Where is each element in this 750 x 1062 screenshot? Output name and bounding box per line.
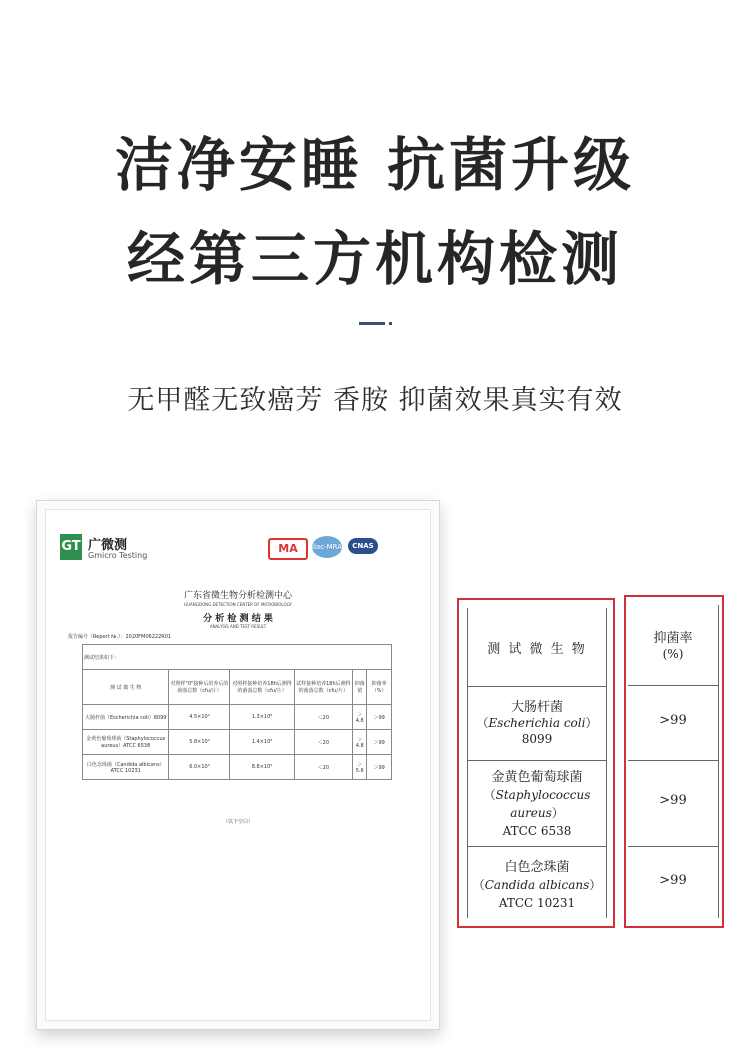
zoom-header-rate-unit: (%) — [662, 647, 684, 661]
cell-value: ＞4.8 — [353, 730, 367, 755]
table-row — [83, 705, 392, 730]
logo-text-cn: 广微测 — [88, 538, 128, 553]
table-caption: 测试结果如下： — [83, 645, 392, 670]
zoom-header-rate: 抑菌率 — [653, 631, 693, 646]
zoom-panel-organisms — [457, 598, 615, 928]
zoom-organism-cn: 白色念珠菌 — [504, 860, 570, 875]
report-result-title-en: ANALYSIS AND TEST RESULT — [209, 624, 267, 629]
main-title-line1: 洁净安睡 抗菌升级 — [114, 131, 636, 199]
zoom-rate-value: >99 — [659, 713, 687, 728]
col-header: 对照样"0"接种后培养后的菌落总数（cfu/片） — [169, 670, 230, 705]
accent-dash — [359, 322, 385, 325]
cell-value: ＞99 — [367, 755, 392, 780]
subtitle: 无甲醛无致癌芳 香胺 抑菌效果真实有效 — [127, 385, 623, 416]
report-result-title: 分 析 检 测 结 果 — [203, 614, 273, 624]
report-frame — [36, 500, 440, 1030]
main-title-line2: 经第三方机构检测 — [126, 225, 623, 293]
cell-organism: 白色念珠菌（Candida albicans）ATCC 10231 — [83, 755, 169, 780]
zoom-organism-cn: 大肠杆菌 — [510, 700, 563, 715]
accent-dot — [389, 322, 392, 325]
zoom-header-organism: 测 试 微 生 物 — [487, 642, 587, 657]
zoom-organism-latin: aureus） — [510, 806, 564, 820]
report-table — [82, 644, 392, 780]
cell-value: 4.5×10⁴ — [169, 705, 230, 730]
col-header: 对照样接种培养18h后测得的菌落总数（cfu/片） — [230, 670, 294, 705]
cell-value: 8.8×10⁵ — [230, 755, 294, 780]
gmicro-logo-icon: GT — [60, 534, 82, 560]
cell-organism: 大肠杆菌（Escherichia coli）8099 — [83, 705, 169, 730]
cell-value: 1.4×10⁶ — [230, 730, 294, 755]
col-header: 试样接种培养18h后测得的菌落总数（cfu/片） — [294, 670, 353, 705]
logo-text-en: Gmicro Testing — [88, 551, 148, 560]
row-divider — [468, 686, 606, 687]
row-divider — [468, 760, 606, 761]
row-divider — [628, 760, 718, 761]
cell-value: ＞5.6 — [353, 755, 367, 780]
cell-organism: 金黄色葡萄球菌（Staphylococcus aureus）ATCC 6538 — [83, 730, 169, 755]
cell-value: ＞4.8 — [353, 705, 367, 730]
cma-badge-icon: MA — [268, 538, 308, 560]
zoom-organism-strain: 8099 — [521, 732, 553, 746]
report-page — [45, 509, 431, 1021]
zoom-organism-latin: （Staphylococcus — [483, 788, 591, 802]
cell-value: 5.8×10⁴ — [169, 730, 230, 755]
report-center-name-en: GUANGDONG DETECTION CENTER OF MICROBIOLOGY — [184, 602, 292, 607]
row-divider — [628, 685, 718, 686]
report-center-name: 广东省微生物分析检测中心 — [183, 591, 292, 601]
cell-value: 1.3×10⁶ — [230, 705, 294, 730]
report-number: 报告编号（Report №.）：2020FM06222R01 — [68, 634, 172, 640]
row-divider — [628, 846, 718, 847]
table-row — [83, 730, 392, 755]
zoom-organism-cn: 金黄色葡萄球菌 — [491, 770, 583, 785]
col-header: 测 试 微 生 物 — [83, 670, 169, 705]
cell-value: ＜20 — [294, 755, 353, 780]
col-header: 抑菌率（%） — [367, 670, 392, 705]
zoom-panel-rate — [624, 595, 724, 928]
ilac-mra-badge-icon: ilac-MRA — [312, 536, 342, 558]
row-divider — [468, 846, 606, 847]
cell-value: 6.0×10⁴ — [169, 755, 230, 780]
zoom-organism-strain: ATCC 10231 — [498, 896, 576, 910]
blank-note: （以下空白） — [222, 819, 253, 825]
zoom-organism-latin: （Candida albicans） — [472, 878, 602, 892]
zoom-rate-value: >99 — [659, 793, 687, 808]
zoom-organism-latin: （Escherichia coli） — [476, 716, 598, 730]
zoom-rate-value: >99 — [659, 873, 687, 888]
cnas-badge-icon: CNAS — [348, 538, 378, 554]
cell-value: ＜20 — [294, 705, 353, 730]
cell-value: ＜20 — [294, 730, 353, 755]
cell-value: ＞99 — [367, 705, 392, 730]
cell-value: ＞99 — [367, 730, 392, 755]
table-row — [83, 755, 392, 780]
col-header: 抑菌值 — [353, 670, 367, 705]
zoom-organism-strain: ATCC 6538 — [502, 824, 572, 838]
